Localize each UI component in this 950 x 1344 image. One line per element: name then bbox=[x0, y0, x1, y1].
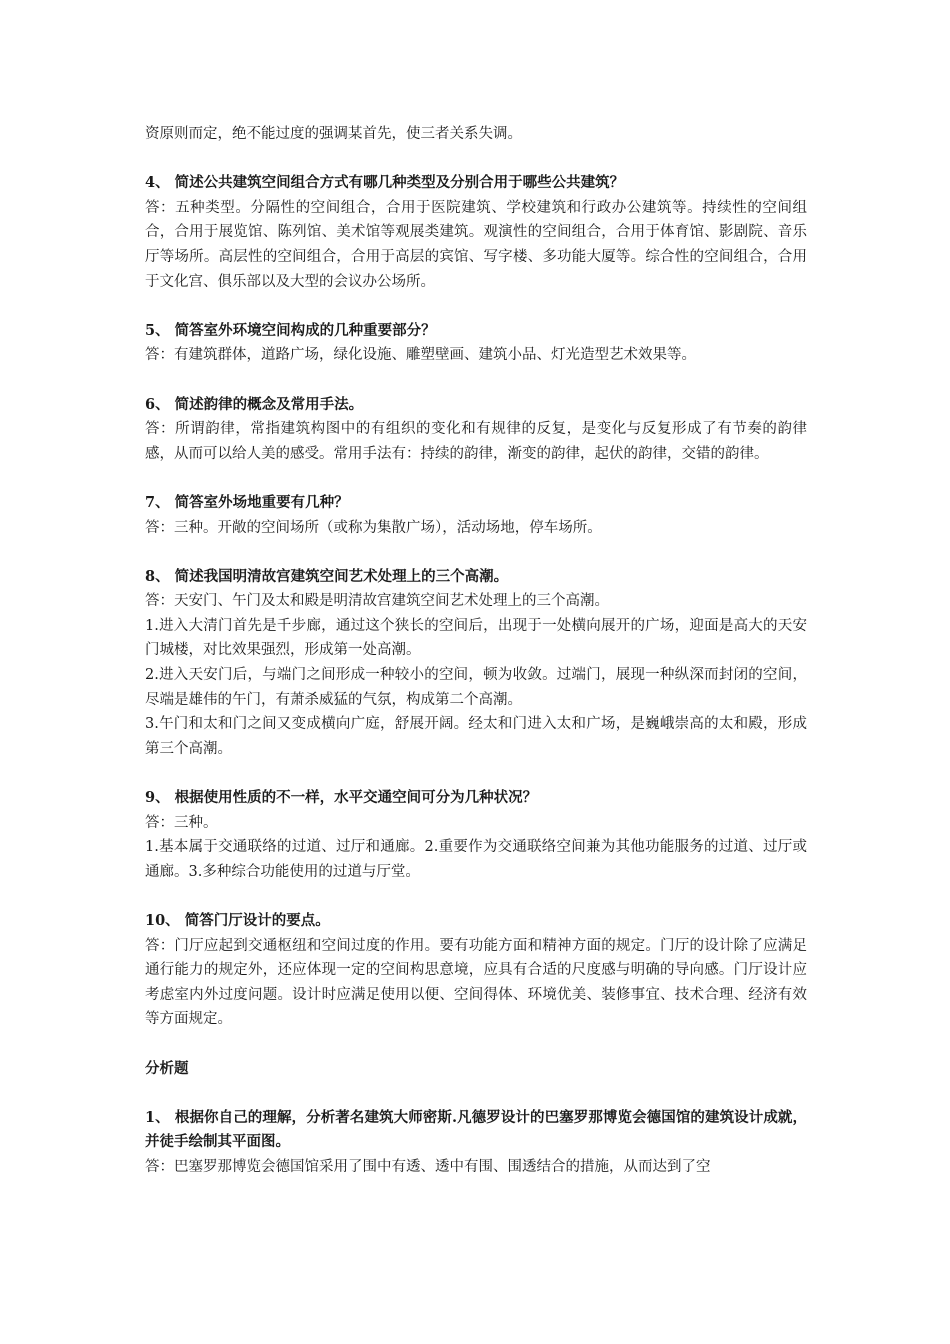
question-title: 6、 简述韵律的概念及常用手法。 bbox=[145, 395, 364, 413]
answer-paragraph: 答：三种。 bbox=[145, 814, 218, 831]
question-10 bbox=[145, 909, 807, 1032]
question-title: 10、 简答门厅设计的要点。 bbox=[145, 912, 330, 929]
question-title: 8、 简述我国明清故宫建筑空间艺术处理上的三个高潮。 bbox=[145, 567, 509, 585]
section-heading-analysis: 分析题 bbox=[145, 1059, 189, 1077]
question-title: 4、 简述公共建筑空间组合方式有哪几种类型及分别合用于哪些公共建筑？ bbox=[145, 174, 625, 192]
answer-paragraph: 答：天安门、午门及太和殿是明清故宫建筑空间艺术处理上的三个高潮。 bbox=[145, 593, 609, 610]
question-title: 7、 简答室外场地重要有几种？ bbox=[145, 493, 349, 511]
answer-paragraph: 答：五种类型。分隔性的空间组合，合用于医院建筑、学校建筑和行政办公建筑等。持续性的空间组合，合用于展览馆、陈列馆、美术馆等观展类建筑。观演性的空间组合，合用于体育馆、影剧院、音乐厅等场所。高层性的空间组合，合用于高层的宾馆、写字楼、多功能大厦等。综合性的空间组合，合用于文化宫、俱乐部以及大型的会议办公场所。 bbox=[145, 199, 807, 290]
question-8 bbox=[145, 565, 807, 762]
intro-paragraph: 资原则而定，绝不能过度的强调某首先，使三者关系失调。 bbox=[145, 126, 522, 142]
answer-paragraph: 1.进入大清门首先是千步廊，通过这个狭长的空间后，出现于一处横向展开的广场，迎面是高大的天安门城楼，对比效果强烈，形成第一处高潮。 bbox=[145, 617, 807, 659]
answer-paragraph: 答：门厅应起到交通枢纽和空间过度的作用。要有功能方面和精神方面的规定。门厅的设计除了应满足通行能力的规定外，还应体现一定的空间构思意境，应具有合适的尺度感与明确的导向感。门厅设计应考虑室内外过度问题。设计时应满足使用以便、空间得体、环境优美、装修事宜、技术合理、经济有效等方面规定。 bbox=[145, 937, 807, 1028]
analysis-question-1 bbox=[145, 1106, 807, 1180]
answer-paragraph: 答：所谓韵律，常指建筑构图中的有组织的变化和有规律的反复，是变化与反复形成了有节奏的韵律感，从而可以给人美的感受。常用手法有：持续的韵律，渐变的韵律，起伏的韵律，交错的韵律。 bbox=[145, 421, 807, 462]
document-page bbox=[145, 122, 807, 1180]
question-7 bbox=[145, 491, 807, 540]
answer-paragraph: 3.午门和太和门之间又变成横向广庭，舒展开阔。经太和门进入太和广场，是巍峨崇高的太和殿，形成第三个高潮。 bbox=[145, 716, 807, 757]
question-4 bbox=[145, 171, 807, 294]
question-title: 1、 根据你自己的理解，分析著名建筑大师密斯.凡德罗设计的巴塞罗那博览会德国馆的建筑设计成就，并徒手绘制其平面图。 bbox=[145, 1108, 807, 1151]
answer-paragraph: 2.进入天安门后，与端门之间形成一种较小的空间，顿为收敛。过端门，展现一种纵深而封闭的空间，尽端是雄伟的午门，有萧杀威猛的气氛，构成第二个高潮。 bbox=[145, 667, 807, 708]
answer-paragraph: 答：巴塞罗那博览会德国馆采用了围中有透、透中有围、围透结合的措施，从而达到了空 bbox=[145, 1158, 711, 1175]
question-9 bbox=[145, 786, 807, 884]
answer-paragraph: 1.基本属于交通联络的过道、过厅和通廊。2.重要作为交通联络空间兼为其他功能服务的过道、过厅或通廊。3.多种综合功能使用的过道与厅堂。 bbox=[145, 839, 807, 880]
question-5 bbox=[145, 319, 807, 368]
question-6 bbox=[145, 393, 807, 467]
question-title: 9、 根据使用性质的不一样，水平交通空间可分为几种状况？ bbox=[145, 789, 538, 807]
answer-paragraph: 答：三种。开敞的空间场所（或称为集散广场），活动场地，停车场所。 bbox=[145, 519, 602, 536]
answer-paragraph: 答：有建筑群体，道路广场，绿化设施、雕塑壁画、建筑小品、灯光造型艺术效果等。 bbox=[145, 347, 696, 364]
question-title: 5、 简答室外环境空间构成的几种重要部分？ bbox=[145, 321, 436, 339]
